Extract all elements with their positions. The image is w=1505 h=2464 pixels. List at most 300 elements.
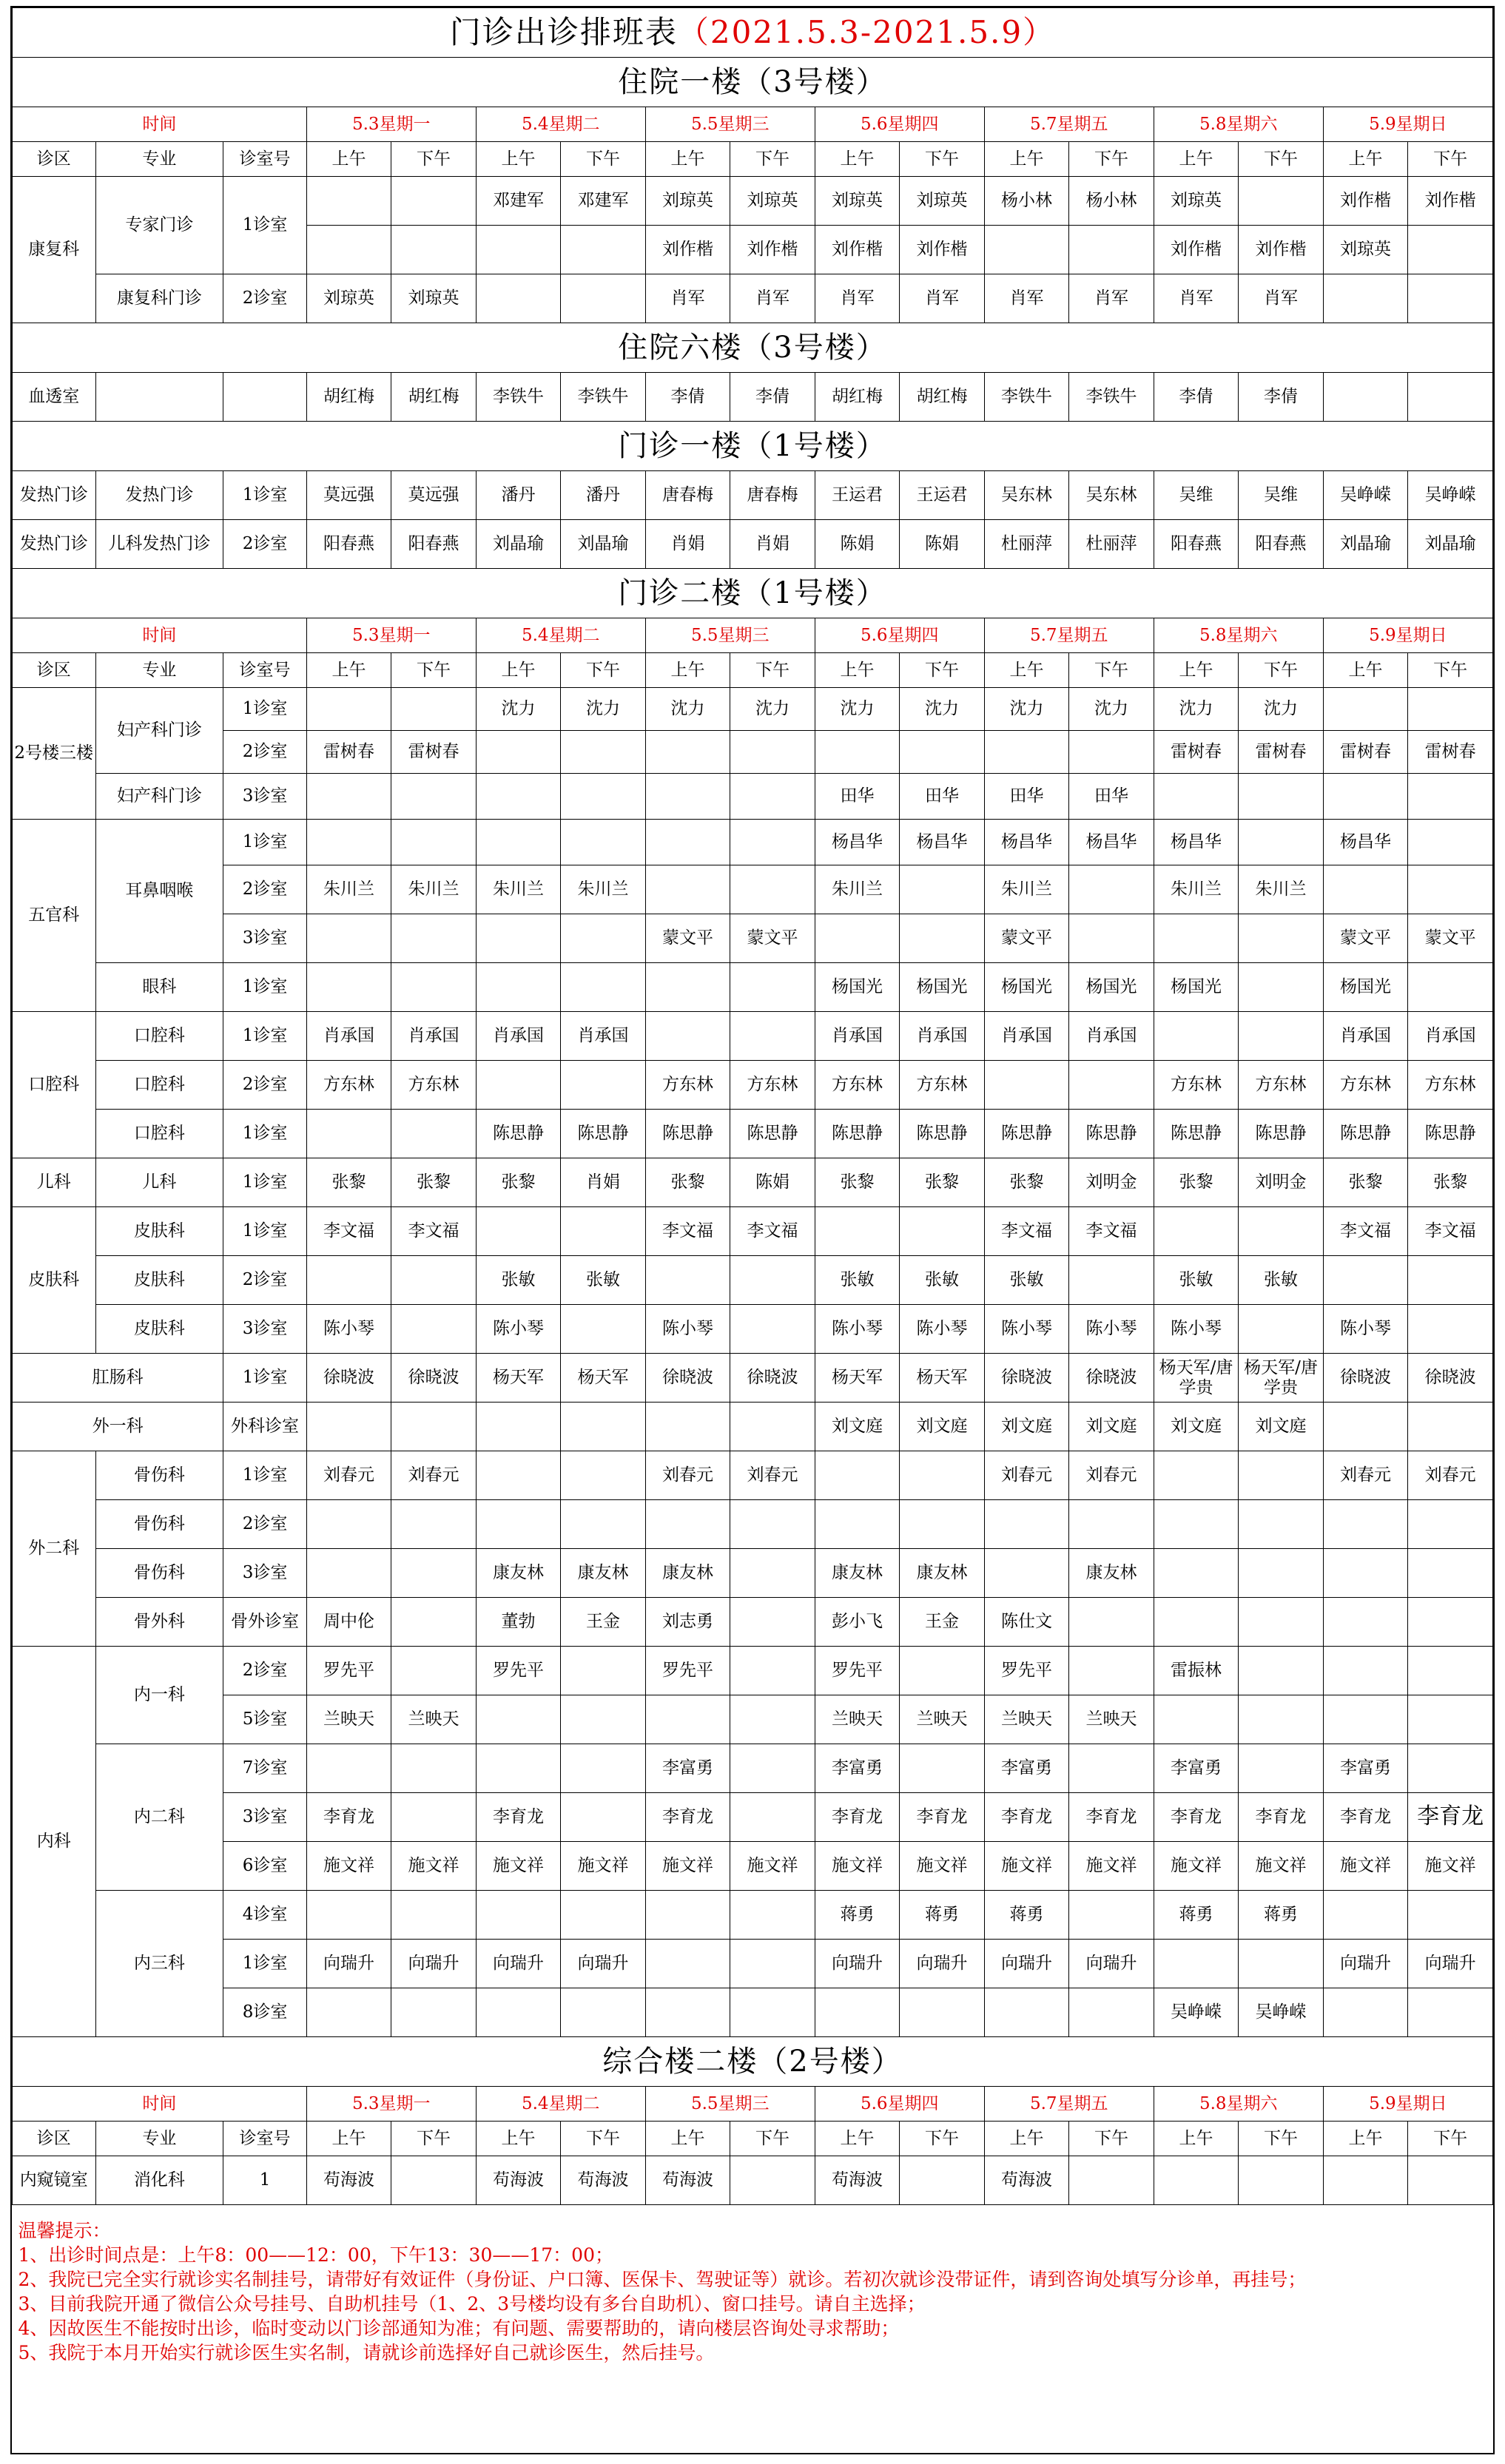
- schedule-cell: 肖军: [1239, 274, 1324, 323]
- schedule-cell: [561, 1793, 646, 1842]
- schedule-cell: 兰映天: [391, 1695, 477, 1744]
- schedule-cell: 蒋勇: [984, 1891, 1069, 1940]
- schedule-cell: [306, 1891, 391, 1940]
- schedule-cell: [1408, 1403, 1493, 1451]
- schedule-cell: 施文祥: [1154, 1842, 1239, 1891]
- schedule-cell: [391, 774, 477, 820]
- header-day: 5.6星期四: [815, 2087, 984, 2122]
- schedule-cell: [391, 1305, 477, 1354]
- schedule-cell: 王运君: [815, 471, 900, 520]
- schedule-cell: 李育龙: [1154, 1793, 1239, 1842]
- schedule-cell: 陈小琴: [306, 1305, 391, 1354]
- schedule-cell: 陈小琴: [984, 1305, 1069, 1354]
- table-row: [13, 520, 1493, 569]
- schedule-cell: 兰映天: [1069, 1695, 1154, 1744]
- schedule-cell: [1408, 1598, 1493, 1647]
- table-row: [13, 274, 1493, 323]
- header-pm: 下午: [1239, 653, 1324, 688]
- schedule-cell: [476, 1988, 561, 2037]
- table-row: [13, 820, 1493, 865]
- schedule-cell: [1408, 1305, 1493, 1354]
- schedule-cell: [476, 1207, 561, 1256]
- schedule-cell: 陈思静: [1408, 1110, 1493, 1158]
- schedule-cell: 田华: [984, 774, 1069, 820]
- schedule-cell: [561, 1207, 646, 1256]
- schedule-cell: [645, 1940, 730, 1988]
- schedule-cell: 朱川兰: [391, 865, 477, 914]
- schedule-cell: 刘文庭: [1069, 1403, 1154, 1451]
- schedule-cell: 莫远强: [306, 471, 391, 520]
- schedule-cell: 李倩: [645, 373, 730, 422]
- header-am: 上午: [1154, 142, 1239, 177]
- schedule-cell: 蒋勇: [1239, 1891, 1324, 1940]
- schedule-cell: 刘晶瑜: [561, 520, 646, 569]
- schedule-cell: 张黎: [391, 1158, 477, 1207]
- table-row: [13, 1061, 1493, 1110]
- schedule-cell: [984, 1549, 1069, 1598]
- schedule-cell: [476, 1891, 561, 1940]
- schedule-cell: 陈小琴: [1069, 1305, 1154, 1354]
- table-row: [13, 8, 1493, 58]
- schedule-cell: 王金: [900, 1598, 985, 1647]
- specialty-cell: 骨伤科: [95, 1500, 223, 1549]
- schedule-cell: 王运君: [900, 471, 985, 520]
- schedule-cell: [730, 1256, 815, 1305]
- table-row: [13, 1744, 1493, 1793]
- area-cell: 发热门诊: [13, 520, 96, 569]
- schedule-cell: [561, 1451, 646, 1500]
- schedule-cell: 胡红梅: [815, 373, 900, 422]
- schedule-cell: 吴维: [1154, 471, 1239, 520]
- schedule-cell: [815, 731, 900, 774]
- schedule-cell: 唐春梅: [730, 471, 815, 520]
- schedule-cell: 董勃: [476, 1598, 561, 1647]
- schedule-cell: [984, 1988, 1069, 2037]
- schedule-cell: 肖军: [730, 274, 815, 323]
- schedule-cell: 刘春元: [1408, 1451, 1493, 1500]
- table-row: [13, 1305, 1493, 1354]
- schedule-cell: 陈思静: [1154, 1110, 1239, 1158]
- schedule-cell: 刘志勇: [645, 1598, 730, 1647]
- schedule-cell: [391, 963, 477, 1012]
- schedule-cell: 兰映天: [984, 1695, 1069, 1744]
- schedule-cell: [1239, 1647, 1324, 1695]
- schedule-cell: 向瑞升: [984, 1940, 1069, 1988]
- schedule-cell: 苟海波: [815, 2156, 900, 2205]
- schedule-cell: 康友林: [900, 1549, 985, 1598]
- schedule-cell: [391, 1988, 477, 2037]
- schedule-cell: 蒋勇: [1154, 1891, 1239, 1940]
- specialty-cell: 皮肤科: [95, 1305, 223, 1354]
- header-day: 5.7星期五: [984, 107, 1154, 142]
- schedule-cell: 李育龙: [815, 1793, 900, 1842]
- schedule-cell: [391, 1744, 477, 1793]
- schedule-cell: [1069, 226, 1154, 274]
- schedule-cell: [1069, 1500, 1154, 1549]
- header-specialty: 专业: [95, 653, 223, 688]
- header-day: 5.8星期六: [1154, 618, 1323, 653]
- schedule-cell: 方东林: [1323, 1061, 1408, 1110]
- note-item: 2、我院已完全实行就诊实名制挂号，请带好有效证件（身份证、户口簿、医保卡、驾驶证等）就诊。若初次就诊没带证件，请到咨询处填写分诊单，再挂号；: [18, 2269, 1307, 2290]
- schedule-cell: [1154, 1207, 1239, 1256]
- header-area: 诊区: [13, 142, 96, 177]
- schedule-cell: [561, 731, 646, 774]
- table-row: [13, 58, 1493, 107]
- schedule-cell: 唐春梅: [645, 471, 730, 520]
- schedule-cell: 向瑞升: [306, 1940, 391, 1988]
- schedule-cell: 雷树春: [306, 731, 391, 774]
- schedule-page: [10, 6, 1495, 2454]
- schedule-cell: 杨国光: [900, 963, 985, 1012]
- schedule-cell: 陈思静: [1323, 1110, 1408, 1158]
- schedule-cell: 刘琼英: [815, 177, 900, 226]
- room-cell: 2诊室: [223, 731, 307, 774]
- specialty-cell: 皮肤科: [95, 1207, 223, 1256]
- schedule-cell: [900, 1207, 985, 1256]
- schedule-cell: 肖军: [1154, 274, 1239, 323]
- schedule-cell: 陈小琴: [815, 1305, 900, 1354]
- schedule-cell: 施文祥: [476, 1842, 561, 1891]
- schedule-cell: 杨天军/唐学贵: [1239, 1354, 1324, 1403]
- schedule-cell: [1154, 2156, 1239, 2205]
- room-cell: 1诊室: [223, 820, 307, 865]
- schedule-cell: 肖军: [815, 274, 900, 323]
- schedule-cell: 沈力: [815, 688, 900, 731]
- schedule-cell: [1408, 1891, 1493, 1940]
- schedule-cell: 张黎: [1154, 1158, 1239, 1207]
- schedule-cell: [391, 1549, 477, 1598]
- schedule-cell: 刘作楷: [1154, 226, 1239, 274]
- schedule-cell: [1239, 774, 1324, 820]
- header-pm: 下午: [1408, 653, 1493, 688]
- table-row: [13, 1647, 1493, 1695]
- schedule-cell: [645, 1988, 730, 2037]
- room-cell: [223, 373, 307, 422]
- header-day: 5.3星期一: [306, 2087, 476, 2122]
- table-row: [13, 1158, 1493, 1207]
- schedule-cell: [1069, 1647, 1154, 1695]
- schedule-cell: [391, 1256, 477, 1305]
- schedule-cell: [1323, 1988, 1408, 2037]
- schedule-cell: [645, 1012, 730, 1061]
- header-day: 5.4星期二: [476, 618, 645, 653]
- header-day: 5.5星期三: [645, 618, 815, 653]
- schedule-cell: 向瑞升: [1408, 1940, 1493, 1988]
- schedule-cell: 方东林: [1239, 1061, 1324, 1110]
- schedule-cell: 李富勇: [815, 1744, 900, 1793]
- schedule-cell: 沈力: [1239, 688, 1324, 731]
- schedule-cell: 周中伦: [306, 1598, 391, 1647]
- schedule-cell: [1323, 1695, 1408, 1744]
- schedule-cell: [1323, 373, 1408, 422]
- schedule-cell: 徐晓波: [1323, 1354, 1408, 1403]
- schedule-cell: 徐晓波: [391, 1354, 477, 1403]
- schedule-cell: [1408, 1695, 1493, 1744]
- table-row: [13, 107, 1493, 142]
- room-cell: 1诊室: [223, 963, 307, 1012]
- schedule-cell: 施文祥: [900, 1842, 985, 1891]
- schedule-cell: 李文福: [645, 1207, 730, 1256]
- schedule-cell: [1408, 1500, 1493, 1549]
- schedule-cell: 向瑞升: [1323, 1940, 1408, 1988]
- room-cell: 3诊室: [223, 1305, 307, 1354]
- room-cell: 2诊室: [223, 1647, 307, 1695]
- specialty-cell: 口腔科: [95, 1110, 223, 1158]
- header-day: 5.9星期日: [1323, 618, 1492, 653]
- schedule-cell: 莫远强: [391, 471, 477, 520]
- schedule-cell: [1239, 1500, 1324, 1549]
- schedule-cell: 刘作楷: [730, 226, 815, 274]
- schedule-cell: 沈力: [984, 688, 1069, 731]
- schedule-cell: 方东林: [391, 1061, 477, 1110]
- schedule-cell: 潘丹: [561, 471, 646, 520]
- schedule-cell: [476, 731, 561, 774]
- room-cell: 1: [223, 2156, 307, 2205]
- schedule-cell: [391, 1110, 477, 1158]
- schedule-cell: 肖承国: [306, 1012, 391, 1061]
- area-cell: 血透室: [13, 373, 96, 422]
- schedule-cell: 肖承国: [815, 1012, 900, 1061]
- schedule-cell: [900, 1451, 985, 1500]
- schedule-cell: 肖承国: [984, 1012, 1069, 1061]
- schedule-cell: 刘作楷: [645, 226, 730, 274]
- area-cell: 口腔科: [13, 1012, 96, 1158]
- schedule-cell: 雷树春: [1154, 731, 1239, 774]
- note-item: 3、目前我院开通了微信公众号挂号、自助机挂号（1、2、3号楼均设有多台自助机）、窗口挂号。请自主选择；: [18, 2293, 926, 2315]
- schedule-cell: [645, 963, 730, 1012]
- schedule-cell: 刘琼英: [730, 177, 815, 226]
- schedule-cell: 沈力: [900, 688, 985, 731]
- schedule-cell: 李铁牛: [561, 373, 646, 422]
- schedule-cell: 兰映天: [900, 1695, 985, 1744]
- schedule-cell: 罗先平: [476, 1647, 561, 1695]
- table-row: [13, 2205, 1493, 2370]
- section-title: 住院一楼（3号楼）: [13, 58, 1493, 107]
- schedule-cell: [1239, 1305, 1324, 1354]
- header-am: 上午: [984, 653, 1069, 688]
- schedule-cell: [391, 1500, 477, 1549]
- schedule-cell: 康友林: [1069, 1549, 1154, 1598]
- schedule-cell: [1323, 1256, 1408, 1305]
- schedule-cell: [1323, 1403, 1408, 1451]
- specialty-cell: 内三科: [95, 1891, 223, 2037]
- schedule-cell: 李育龙: [1069, 1793, 1154, 1842]
- schedule-cell: [561, 226, 646, 274]
- schedule-cell: [730, 1647, 815, 1695]
- schedule-cell: 张黎: [645, 1158, 730, 1207]
- header-am: 上午: [984, 142, 1069, 177]
- schedule-cell: 李倩: [1239, 373, 1324, 422]
- schedule-cell: [730, 1793, 815, 1842]
- schedule-cell: [730, 865, 815, 914]
- schedule-cell: [561, 1988, 646, 2037]
- schedule-cell: 田华: [815, 774, 900, 820]
- header-pm: 下午: [900, 653, 985, 688]
- schedule-cell: 施文祥: [561, 1842, 646, 1891]
- header-day: 5.3星期一: [306, 618, 476, 653]
- schedule-cell: 雷振林: [1154, 1647, 1239, 1695]
- schedule-cell: [1154, 914, 1239, 963]
- schedule-cell: 向瑞升: [561, 1940, 646, 1988]
- schedule-cell: [476, 1403, 561, 1451]
- schedule-cell: 杨天军: [476, 1354, 561, 1403]
- header-pm: 下午: [1069, 2122, 1154, 2156]
- schedule-cell: 李文福: [730, 1207, 815, 1256]
- schedule-cell: [1323, 1598, 1408, 1647]
- area-cell: 外二科: [13, 1451, 96, 1647]
- room-cell: 7诊室: [223, 1744, 307, 1793]
- table-row: [13, 1793, 1493, 1842]
- schedule-cell: 沈力: [476, 688, 561, 731]
- schedule-cell: 施文祥: [391, 1842, 477, 1891]
- specialty-cell: 口腔科: [95, 1012, 223, 1061]
- schedule-cell: [306, 1549, 391, 1598]
- schedule-cell: [730, 1891, 815, 1940]
- schedule-cell: 李文福: [1069, 1207, 1154, 1256]
- header-day: 5.6星期四: [815, 618, 984, 653]
- notes-block: [13, 2205, 1493, 2370]
- schedule-cell: [1323, 1891, 1408, 1940]
- room-cell: 1诊室: [223, 1012, 307, 1061]
- table-row: [13, 653, 1493, 688]
- schedule-cell: [1239, 1207, 1324, 1256]
- header-am: 上午: [476, 142, 561, 177]
- schedule-cell: [645, 774, 730, 820]
- area-cell: 肛肠科: [13, 1354, 223, 1403]
- header-day: 5.4星期二: [476, 2087, 645, 2122]
- specialty-cell: 妇产科门诊: [95, 774, 223, 820]
- schedule-cell: 肖娟: [645, 520, 730, 569]
- schedule-cell: 肖承国: [1323, 1012, 1408, 1061]
- schedule-cell: [1239, 914, 1324, 963]
- section-title: 门诊二楼（1号楼）: [13, 569, 1493, 618]
- schedule-cell: 刘琼英: [306, 274, 391, 323]
- schedule-cell: 肖承国: [476, 1012, 561, 1061]
- schedule-cell: 田华: [900, 774, 985, 820]
- header-area: 诊区: [13, 2122, 96, 2156]
- schedule-cell: [1408, 1549, 1493, 1598]
- area-cell: 2号楼三楼: [13, 688, 96, 820]
- schedule-cell: 潘丹: [476, 471, 561, 520]
- specialty-cell: 口腔科: [95, 1061, 223, 1110]
- schedule-cell: 陈思静: [730, 1110, 815, 1158]
- schedule-cell: 肖娟: [730, 520, 815, 569]
- schedule-cell: 陈小琴: [1154, 1305, 1239, 1354]
- schedule-cell: 向瑞升: [900, 1940, 985, 1988]
- schedule-cell: 施文祥: [984, 1842, 1069, 1891]
- schedule-cell: [306, 1256, 391, 1305]
- schedule-cell: [900, 865, 985, 914]
- schedule-cell: 杨天军: [900, 1354, 985, 1403]
- schedule-cell: [561, 1695, 646, 1744]
- schedule-cell: 雷树春: [1323, 731, 1408, 774]
- schedule-cell: [730, 963, 815, 1012]
- schedule-cell: [391, 1891, 477, 1940]
- schedule-cell: [306, 963, 391, 1012]
- schedule-cell: 苟海波: [561, 2156, 646, 2205]
- schedule-cell: [730, 1403, 815, 1451]
- schedule-cell: [476, 1500, 561, 1549]
- schedule-cell: 杨国光: [984, 963, 1069, 1012]
- schedule-cell: 肖军: [645, 274, 730, 323]
- area-cell: 内科: [13, 1647, 96, 2037]
- schedule-cell: 刘文庭: [984, 1403, 1069, 1451]
- schedule-cell: 杨昌华: [1154, 820, 1239, 865]
- schedule-cell: [476, 820, 561, 865]
- schedule-cell: [1408, 1744, 1493, 1793]
- schedule-cell: [1239, 1940, 1324, 1988]
- schedule-cell: [645, 1500, 730, 1549]
- schedule-cell: 兰映天: [306, 1695, 391, 1744]
- schedule-cell: 向瑞升: [391, 1940, 477, 1988]
- title-main: 门诊出诊排班表: [449, 13, 678, 50]
- room-cell: 1诊室: [223, 1158, 307, 1207]
- schedule-cell: [815, 914, 900, 963]
- schedule-cell: 田华: [1069, 774, 1154, 820]
- header-room: 诊室号: [223, 2122, 307, 2156]
- schedule-cell: 陈思静: [1069, 1110, 1154, 1158]
- schedule-cell: 张黎: [984, 1158, 1069, 1207]
- room-cell: 2诊室: [223, 1500, 307, 1549]
- schedule-cell: 苟海波: [645, 2156, 730, 2205]
- schedule-cell: 刘作楷: [1239, 226, 1324, 274]
- schedule-cell: [1069, 1598, 1154, 1647]
- specialty-cell: 骨伤科: [95, 1549, 223, 1598]
- room-cell: 2诊室: [223, 1256, 307, 1305]
- schedule-cell: 方东林: [900, 1061, 985, 1110]
- schedule-cell: 沈力: [1154, 688, 1239, 731]
- schedule-cell: 李倩: [730, 373, 815, 422]
- header-pm: 下午: [900, 2122, 985, 2156]
- header-am: 上午: [815, 142, 900, 177]
- schedule-cell: [476, 774, 561, 820]
- schedule-cell: [1239, 963, 1324, 1012]
- specialty-cell: [95, 373, 223, 422]
- schedule-cell: 刘琼英: [645, 177, 730, 226]
- schedule-cell: [306, 688, 391, 731]
- schedule-cell: 肖军: [984, 274, 1069, 323]
- table-row: [13, 1891, 1493, 1940]
- header-am: 上午: [306, 653, 391, 688]
- schedule-cell: [730, 1598, 815, 1647]
- schedule-cell: [730, 1549, 815, 1598]
- schedule-cell: [900, 1744, 985, 1793]
- schedule-cell: [391, 177, 477, 226]
- schedule-cell: [730, 774, 815, 820]
- specialty-cell: 消化科: [95, 2156, 223, 2205]
- schedule-cell: [476, 274, 561, 323]
- schedule-cell: [1408, 274, 1493, 323]
- header-am: 上午: [645, 653, 730, 688]
- table-row: [13, 2037, 1493, 2087]
- schedule-cell: 徐晓波: [1408, 1354, 1493, 1403]
- schedule-cell: [1239, 1695, 1324, 1744]
- schedule-cell: 刘作楷: [1323, 177, 1408, 226]
- schedule-cell: 刘晶瑜: [1323, 520, 1408, 569]
- table-row: [13, 1207, 1493, 1256]
- schedule-cell: [730, 1695, 815, 1744]
- table-row: [13, 177, 1493, 226]
- table-row: [13, 1695, 1493, 1744]
- schedule-cell: 罗先平: [306, 1647, 391, 1695]
- table-row: [13, 142, 1493, 177]
- schedule-cell: [306, 1403, 391, 1451]
- schedule-cell: 吴峥嵘: [1323, 471, 1408, 520]
- schedule-cell: [730, 820, 815, 865]
- notes-heading: 温馨提示：: [18, 2220, 111, 2241]
- schedule-cell: [815, 1988, 900, 2037]
- schedule-cell: 刘春元: [1323, 1451, 1408, 1500]
